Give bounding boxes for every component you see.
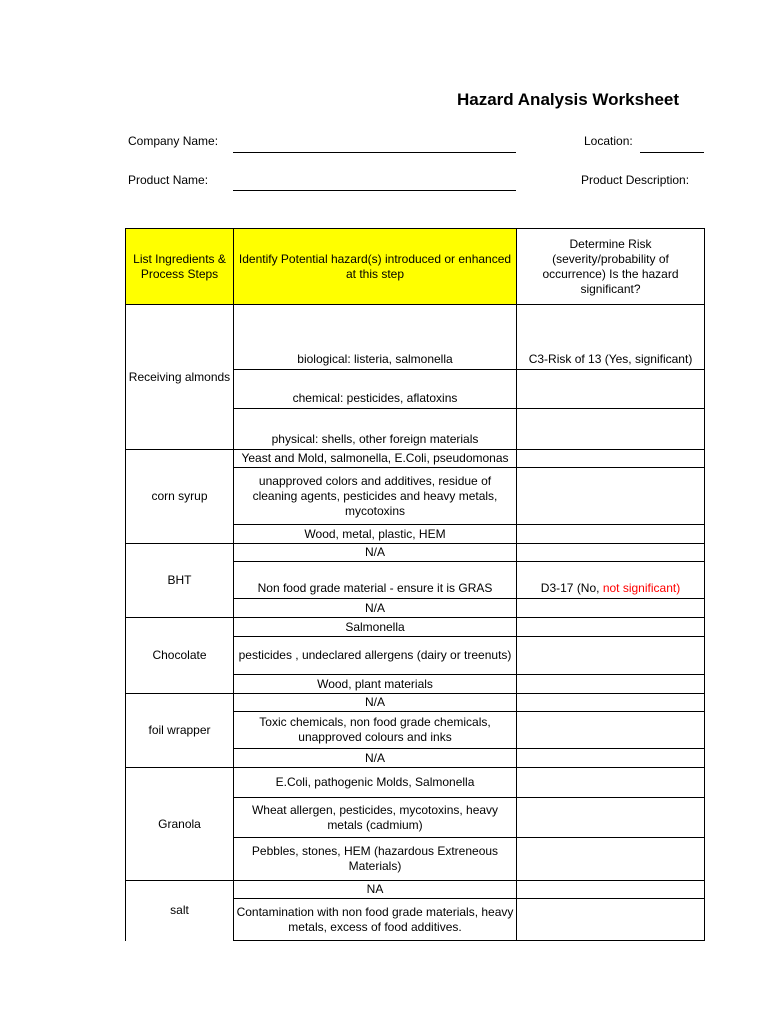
hazard-cell: Wood, plant materials — [234, 675, 517, 694]
step-name: Chocolate — [126, 618, 234, 694]
location-label: Location: — [584, 134, 633, 148]
risk-cell — [517, 599, 705, 618]
hazard-cell: Wood, metal, plastic, HEM — [234, 525, 517, 544]
table-row — [126, 694, 705, 712]
table-row — [126, 618, 705, 637]
product-name-label: Product Name: — [128, 173, 209, 187]
step-name: BHT — [126, 544, 234, 618]
risk-cell — [517, 712, 705, 749]
risk-cell — [517, 370, 705, 409]
table-row — [126, 305, 705, 370]
hazard-cell: Yeast and Mold, salmonella, E.Coli, pseudomonas — [234, 450, 517, 468]
hazard-cell: N/A — [234, 599, 517, 618]
risk-cell — [517, 618, 705, 637]
step-name: foil wrapper — [126, 694, 234, 768]
hazard-cell: N/A — [234, 749, 517, 768]
table-row — [126, 544, 705, 562]
hazard-cell: N/A — [234, 544, 517, 562]
product-name-field[interactable] — [233, 190, 516, 191]
risk-cell — [517, 899, 705, 941]
header-hazards: Identify Potential hazard(s) introduced or enhanced at this step — [234, 229, 517, 305]
hazard-cell: physical: shells, other foreign materials — [234, 409, 517, 450]
risk-cell — [517, 409, 705, 450]
table-row — [126, 450, 705, 468]
risk-cell — [517, 468, 705, 525]
hazard-cell: biological: listeria, salmonella — [234, 305, 517, 370]
header-ingredients: List Ingredients & Process Steps — [126, 229, 234, 305]
hazard-cell: Wheat allergen, pesticides, mycotoxins, heavy metals (cadmium) — [234, 798, 517, 838]
hazard-analysis-table — [125, 228, 705, 941]
hazard-cell: Salmonella — [234, 618, 517, 637]
header-risk: Determine Risk (severity/probability of occurrence) Is the hazard significant? — [517, 229, 705, 305]
risk-cell — [517, 838, 705, 881]
step-name: Granola — [126, 768, 234, 881]
risk-cell — [517, 798, 705, 838]
step-name: salt — [126, 881, 234, 941]
risk-cell — [517, 450, 705, 468]
hazard-cell: chemical: pesticides, aflatoxins — [234, 370, 517, 409]
table-row — [126, 768, 705, 798]
risk-text-highlight: not significant) — [602, 581, 681, 595]
table-header-row — [126, 229, 705, 305]
risk-text: D3-17 (No, — [540, 581, 603, 595]
product-description-label: Product Description: — [581, 173, 690, 187]
hazard-cell: pesticides , undeclared allergens (dairy or treenuts) — [234, 637, 517, 675]
hazard-cell: N/A — [234, 694, 517, 712]
company-name-label: Company Name: — [128, 134, 219, 148]
risk-cell — [517, 768, 705, 798]
hazard-cell: unapproved colors and additives, residue of cleaning agents, pesticides and heavy metals, mycotoxins — [234, 468, 517, 525]
step-name: corn syrup — [126, 450, 234, 544]
page-title: Hazard Analysis Worksheet — [457, 90, 680, 109]
risk-cell: C3-Risk of 13 (Yes, significant) — [517, 305, 705, 370]
table-row — [126, 881, 705, 899]
risk-cell — [517, 544, 705, 562]
hazard-cell: NA — [234, 881, 517, 899]
hazard-cell: E.Coli, pathogenic Molds, Salmonella — [234, 768, 517, 798]
hazard-cell: Pebbles, stones, HEM (hazardous Extreneous Materials) — [234, 838, 517, 881]
hazard-cell: Contamination with non food grade materials, heavy metals, excess of food additives. — [234, 899, 517, 941]
risk-cell — [517, 749, 705, 768]
risk-cell — [517, 675, 705, 694]
risk-cell — [517, 562, 705, 599]
risk-cell — [517, 881, 705, 899]
risk-cell — [517, 525, 705, 544]
risk-cell — [517, 694, 705, 712]
company-name-field[interactable] — [233, 152, 516, 153]
risk-cell — [517, 637, 705, 675]
location-field[interactable] — [640, 152, 704, 153]
hazard-cell: Non food grade material - ensure it is GRAS — [234, 562, 517, 599]
step-name: Receiving almonds — [126, 305, 234, 450]
hazard-cell: Toxic chemicals, non food grade chemicals, unapproved colours and inks — [234, 712, 517, 749]
